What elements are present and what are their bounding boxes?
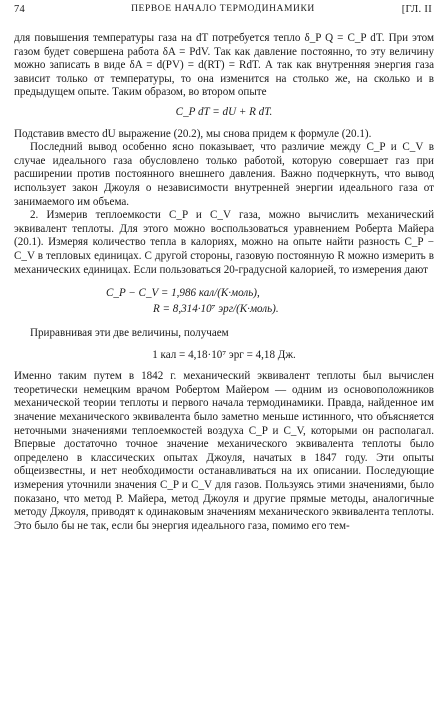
equation-line: R = 8,314·10⁷ эрг/(К·моль). [153,303,279,316]
paragraph: Последний вывод особенно ясно показывает, что различие между C_P и C_V в случае идеального газа обусловлено только работой, которую совершает газ при расширении против постоянного внешнего давления. Важно подчеркнуть, что вывод использует закон Джоуля о независимости внутренней энергии идеального газа от занимаемого им объема. [14,141,434,208]
paragraph: Приравнивая эти две величины, получаем [30,327,229,340]
paragraph: для повышения температуры газа на dT потребуется тепло δ_P Q = C_P dT. При этом газом будет совершена работа δA = PdV. Так как давление постоянно, то эту величину можно записать в виде δA = d(PV) = d(RT) = RdT. А так как внутренняя энергия газа зависит только от температуры, то она изменится на столько же, на сколько и в предыдущем опыте. Таким образом, во втором опыте [14,32,434,99]
page-number: 74 [14,4,26,15]
paragraph: Подставив вместо dU выражение (20.2), мы снова придем к формуле (20.1). [14,127,372,140]
equation: 1 кал = 4,18·10⁷ эрг = 4,18 Дж. [152,348,296,361]
running-header [14,4,432,20]
chapter-label: [ГЛ. II [401,4,432,15]
page-body [14,32,434,533]
paragraph: 2. Измерив теплоемкости C_P и C_V газа, можно вычислить механический эквивалент теплоты. Для этого можно воспользоваться уравнением Роберта Майера (20.1). Измеряя количество тепла в калориях, можно на опыте найти разность C_P − C_V в тепловых единицах. С другой стороны, газовую постоянную R можно измерить в механических единицах. Если пользоваться 20-градусной калорией, то измерения дают [14,209,434,276]
equation: C_P dT = dU + R dT. [175,105,273,118]
paragraph: Именно таким путем в 1842 г. механический эквивалент теплоты был вычислен теоретически немецким врачом Робертом Майером — одним из основоположников механической теории теплоты и первого начала термодинамики. Правда, найденное им значение механического эквивалента было заметно меньше истинного, что объясняется неточными значениями теплоемкостей воздуха C_P и C_V, которыми он располагал. Впервые достаточно точное значение механического эквивалента теплоты было определено в классических опытах Джоуля, начатых в 1847 году. Эти опыты общеизвестны, и нет необходимости останавливаться на их описании. Последующие измерения уточнили значения C_P и C_V для газов. Пользуясь этими значениями, было показано, что метод Р. Майера, метод Джоуля и другие прямые методы, аналогичные методу Джоуля, приводят к одинаковым значениям механического эквивалента теплоты. Это было бы не так, если бы энергия идеального газа, помимо его тем- [14,370,434,532]
equation-block [106,285,434,317]
equation-line: C_P − C_V = 1,986 кал/(К·моль), [106,287,260,300]
running-title: ПЕРВОЕ НАЧАЛО ТЕРМОДИНАМИКИ [131,4,315,14]
